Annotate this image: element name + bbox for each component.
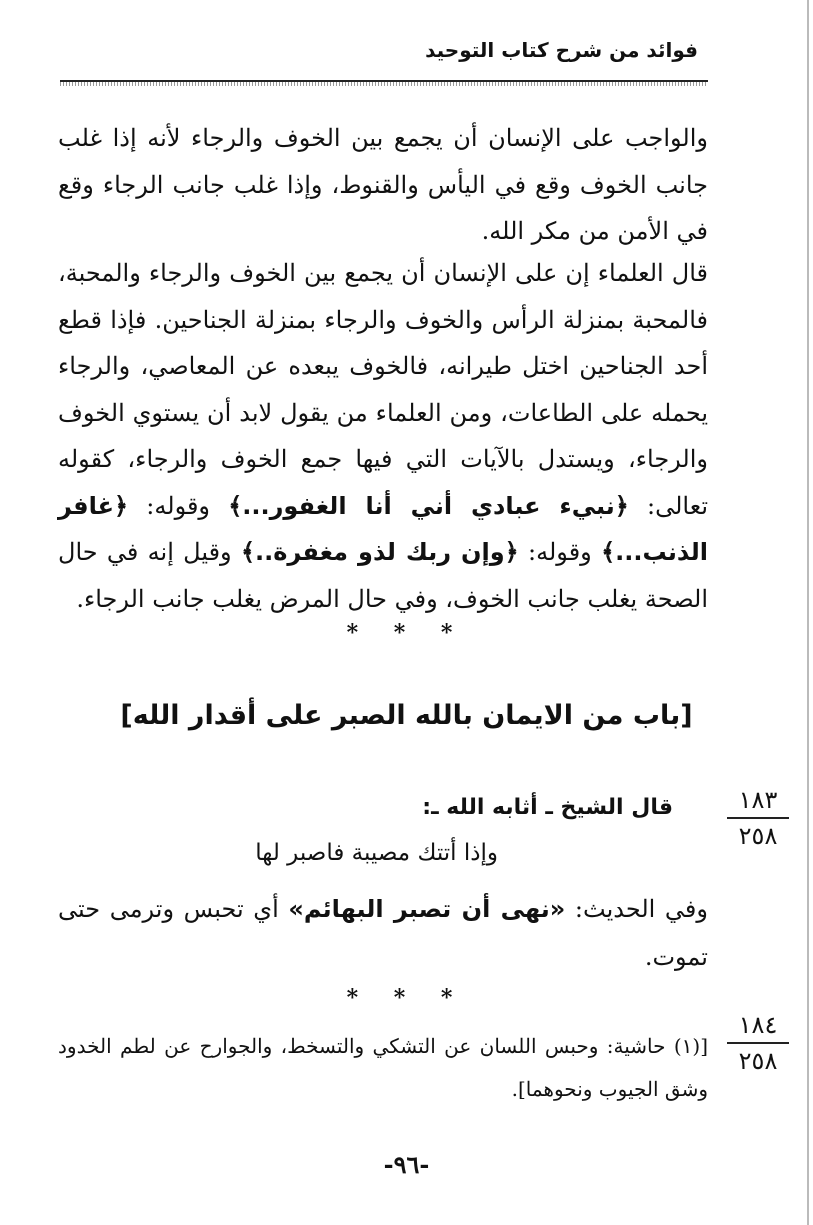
section-separator: * * * bbox=[346, 985, 467, 1011]
quran-quote: ﴿غافر الذنب...﴾ bbox=[58, 491, 708, 566]
fraction-bar bbox=[727, 817, 789, 819]
hadith-paragraph bbox=[58, 885, 708, 981]
page-edge bbox=[807, 0, 809, 1225]
reference-number: ١٨٣ bbox=[738, 786, 778, 814]
poetry-verse: وإذا أتتك مصيبة فاصبر لها bbox=[255, 840, 498, 866]
paragraph-text: وقوله: bbox=[518, 538, 602, 566]
paragraph-scholars bbox=[58, 250, 708, 622]
reference-marker bbox=[723, 785, 793, 851]
section-separator: * * * bbox=[346, 620, 467, 646]
reference-number: ١٨٤ bbox=[738, 1011, 778, 1039]
reference-marker bbox=[723, 1010, 793, 1076]
quran-quote: ﴿وإن ربك لذو مغفرة..﴾ bbox=[240, 538, 519, 566]
paragraph-fear-hope: والواجب على الإنسان أن يجمع بين الخوف والرجاء لأنه إذا غلب جانب الخوف وقع في اليأس والقنوط، وإذا غلب جانب الرجاء وقع في الأمن من مكر الله. bbox=[58, 124, 708, 245]
quran-quote: ﴿نبيء عبادي أني أنا الغفور...﴾ bbox=[228, 491, 629, 520]
paragraph-text: وقيل إنه في حال الصحة يغلب جانب الخوف، وفي حال المرض يغلب جانب الرجاء. bbox=[58, 538, 708, 613]
header-rule bbox=[60, 80, 708, 86]
paragraph-text: وقوله: bbox=[128, 491, 229, 520]
paragraph-text: أي تحبس وترمى حتى تموت. bbox=[58, 895, 708, 971]
paragraph-text: قال العلماء إن على الإنسان أن يجمع بين الخوف والرجاء والمحبة، فالمحبة بمنزلة الرأس والخوف والرجاء بمنزلة الجناحين. فإذا قطع أحد الجناحين اختل طيرانه، فالخوف يبعده عن المعاصي، والرجاء يحمله على الطاعات، ومن العلماء من يقول لابد أن يستوي الخوف والرجاء، ويستدل بالآيات التي فيها جمع الخوف والرجاء، كقوله تعالى: bbox=[58, 259, 709, 520]
running-header: فوائد من شرح كتاب التوحيد bbox=[425, 38, 698, 62]
chapter-title: [باب من الايمان بالله الصبر على أقدار الله] bbox=[120, 700, 693, 731]
reference-page: ٢٥٨ bbox=[738, 1047, 778, 1075]
sheikh-line: قال الشيخ ـ أثابه الله ـ: bbox=[422, 795, 673, 820]
hadith-quote: «نهى أن تصبر البهائم» bbox=[288, 895, 566, 923]
footnote: [(١) حاشية: وحبس اللسان عن التشكي والتسخط، والجوارح عن لطم الخدود وشق الجيوب ونحوهما]. bbox=[58, 1034, 708, 1101]
reference-page: ٢٥٨ bbox=[738, 822, 778, 850]
page-number: -٩٦- bbox=[383, 1150, 430, 1179]
fraction-bar bbox=[727, 1042, 789, 1044]
paragraph-text: وفي الحديث: bbox=[565, 895, 708, 923]
